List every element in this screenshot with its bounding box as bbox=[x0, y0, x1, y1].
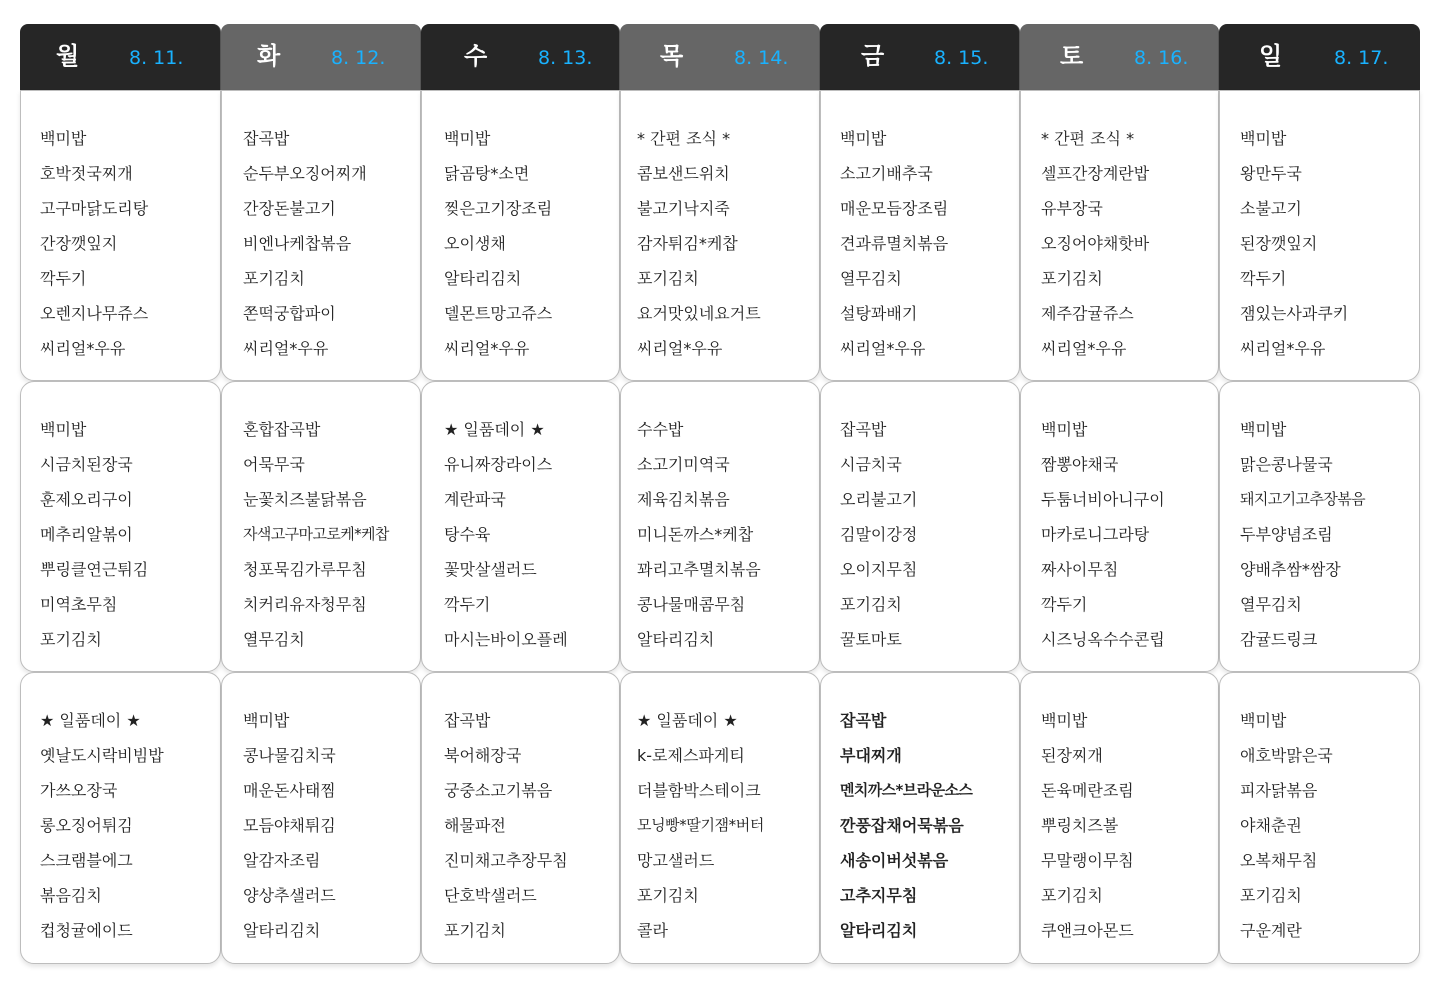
menu-item: 메추리알볶이 bbox=[40, 525, 133, 544]
menu-item: 잡곡밥 bbox=[444, 711, 491, 730]
menu-item: 옛날도시락비빔밥 bbox=[40, 746, 164, 765]
menu-cell-sun-breakfast bbox=[1219, 90, 1420, 381]
menu-item: 감귤드링크 bbox=[1240, 630, 1318, 649]
day-date: 8. 13. bbox=[538, 47, 593, 69]
menu-item: 깍두기 bbox=[40, 269, 87, 288]
menu-list bbox=[637, 121, 761, 366]
menu-item: 포기김치 bbox=[1240, 886, 1302, 905]
menu-cell-thu-breakfast bbox=[620, 90, 820, 381]
menu-item: 백미밥 bbox=[243, 711, 290, 730]
menu-item: 알타리김치 bbox=[243, 921, 321, 940]
menu-item: 유니짜장라이스 bbox=[444, 455, 553, 474]
menu-item: 해물파전 bbox=[444, 816, 506, 835]
menu-item: 구운계란 bbox=[1240, 921, 1302, 940]
menu-list bbox=[840, 121, 948, 366]
menu-item: 피자닭볶음 bbox=[1240, 781, 1318, 800]
menu-item: 감자튀김*케찹 bbox=[637, 234, 738, 253]
menu-item: 수수밥 bbox=[637, 420, 684, 439]
menu-item: 스크램블에그 bbox=[40, 851, 133, 870]
menu-item: 양배추쌈*쌈장 bbox=[1240, 560, 1341, 579]
menu-item: 모닝빵*딸기잼*버터 bbox=[637, 816, 764, 834]
menu-item: 야채춘권 bbox=[1240, 816, 1302, 835]
menu-item: 김말이강정 bbox=[840, 525, 918, 544]
menu-item: 뿌링클연근튀김 bbox=[40, 560, 149, 579]
menu-item: 오렌지나무쥬스 bbox=[40, 304, 149, 323]
menu-item: 오징어야채핫바 bbox=[1041, 234, 1150, 253]
menu-list bbox=[1240, 703, 1333, 948]
day-name: 수 bbox=[464, 42, 488, 70]
menu-item: 포기김치 bbox=[444, 921, 506, 940]
menu-list bbox=[840, 703, 972, 948]
meal-row-breakfast bbox=[20, 90, 1420, 381]
menu-cell-fri-dinner bbox=[820, 672, 1020, 964]
menu-list bbox=[40, 703, 164, 948]
menu-item: 씨리얼*우유 bbox=[40, 339, 126, 358]
menu-item: 백미밥 bbox=[444, 129, 491, 148]
menu-item: 백미밥 bbox=[840, 129, 887, 148]
menu-item: 씨리얼*우유 bbox=[243, 339, 329, 358]
menu-item: 백미밥 bbox=[1240, 420, 1287, 439]
menu-item: 백미밥 bbox=[1041, 420, 1088, 439]
menu-item: 매운모듬장조림 bbox=[840, 199, 949, 218]
day-name: 화 bbox=[257, 42, 281, 70]
menu-item: 잡곡밥 bbox=[840, 711, 887, 730]
menu-item: 꿀토마토 bbox=[840, 630, 902, 649]
menu-item: 매운돈사태찜 bbox=[243, 781, 336, 800]
menu-item: 씨리얼*우유 bbox=[444, 339, 530, 358]
menu-item: 포기김치 bbox=[637, 269, 699, 288]
menu-item: 청포묵김가루무침 bbox=[243, 560, 367, 579]
menu-item: 어묵무국 bbox=[243, 455, 305, 474]
meal-row-dinner bbox=[20, 672, 1420, 964]
day-name: 금 bbox=[861, 42, 885, 70]
menu-item: 포기김치 bbox=[40, 630, 102, 649]
menu-item: 유부장국 bbox=[1041, 199, 1103, 218]
menu-item: 오이생채 bbox=[444, 234, 506, 253]
menu-list bbox=[40, 412, 148, 657]
menu-list bbox=[243, 703, 336, 948]
day-header-wed bbox=[421, 24, 620, 90]
menu-cell-tue-breakfast bbox=[221, 90, 421, 381]
menu-item: 맑은콩나물국 bbox=[1240, 455, 1333, 474]
menu-item: 단호박샐러드 bbox=[444, 886, 537, 905]
menu-item: 소불고기 bbox=[1240, 199, 1302, 218]
menu-item: 포기김치 bbox=[1041, 269, 1103, 288]
menu-item: 제주감귤쥬스 bbox=[1041, 304, 1134, 323]
menu-cell-wed-breakfast bbox=[421, 90, 620, 381]
menu-item: 열무김치 bbox=[840, 269, 902, 288]
menu-item: 씨리얼*우유 bbox=[1240, 339, 1326, 358]
weekly-menu-board bbox=[20, 24, 1420, 964]
menu-item: 꽈리고추멸치볶음 bbox=[637, 560, 761, 579]
menu-item: 씨리얼*우유 bbox=[840, 339, 926, 358]
menu-item: 모듬야채튀김 bbox=[243, 816, 336, 835]
menu-item: 알타리김치 bbox=[637, 630, 715, 649]
day-date: 8. 12. bbox=[331, 47, 386, 69]
menu-item: 백미밥 bbox=[1240, 129, 1287, 148]
menu-list bbox=[243, 412, 389, 657]
day-date: 8. 17. bbox=[1334, 47, 1389, 69]
menu-item: 멘치까스*브라운소스 bbox=[840, 781, 973, 799]
menu-list bbox=[840, 412, 917, 657]
menu-item: 씨리얼*우유 bbox=[1041, 339, 1127, 358]
menu-item: 망고샐러드 bbox=[637, 851, 715, 870]
day-header-tue bbox=[221, 24, 421, 90]
menu-item: 소고기배추국 bbox=[840, 164, 933, 183]
menu-item: 뿌링치즈볼 bbox=[1041, 816, 1119, 835]
day-date: 8. 11. bbox=[129, 47, 184, 69]
menu-item: 순두부오징어찌개 bbox=[243, 164, 367, 183]
menu-item: 잡곡밥 bbox=[840, 420, 887, 439]
menu-item: 새송이버섯볶음 bbox=[840, 851, 949, 870]
menu-item: 포기김치 bbox=[243, 269, 305, 288]
menu-cell-wed-lunch bbox=[421, 381, 620, 672]
menu-cell-mon-breakfast bbox=[20, 90, 221, 381]
menu-item: 오이지무침 bbox=[840, 560, 918, 579]
menu-cell-thu-dinner bbox=[620, 672, 820, 964]
menu-item: 쫀떡궁합파이 bbox=[243, 304, 336, 323]
menu-item: 깐풍잡채어묵볶음 bbox=[840, 816, 964, 835]
meal-row-lunch bbox=[20, 381, 1420, 672]
menu-item: 궁중소고기볶음 bbox=[444, 781, 553, 800]
menu-item: 델몬트망고쥬스 bbox=[444, 304, 553, 323]
menu-item: 시금치된장국 bbox=[40, 455, 133, 474]
day-header-sat bbox=[1020, 24, 1219, 90]
menu-list bbox=[637, 412, 761, 657]
menu-item: ★ 일품데이 ★ bbox=[444, 420, 545, 439]
day-date: 8. 14. bbox=[734, 47, 789, 69]
menu-item: 백미밥 bbox=[1041, 711, 1088, 730]
menu-cell-fri-breakfast bbox=[820, 90, 1020, 381]
menu-item: 깍두기 bbox=[444, 595, 491, 614]
menu-item: 혼합잡곡밥 bbox=[243, 420, 321, 439]
menu-item: 탕수육 bbox=[444, 525, 491, 544]
menu-item: 왕만두국 bbox=[1240, 164, 1302, 183]
menu-item: 눈꽃치즈불닭볶음 bbox=[243, 490, 367, 509]
menu-item: 콜라 bbox=[637, 921, 668, 940]
menu-list bbox=[1240, 121, 1348, 366]
menu-item: 마카로니그라탕 bbox=[1041, 525, 1150, 544]
menu-list bbox=[1041, 412, 1165, 657]
menu-item: 컵청귤에이드 bbox=[40, 921, 133, 940]
menu-list bbox=[1041, 121, 1149, 366]
day-name: 목 bbox=[660, 42, 684, 70]
menu-list bbox=[637, 703, 764, 948]
menu-item: 알감자조림 bbox=[243, 851, 321, 870]
menu-item: 잡곡밥 bbox=[243, 129, 290, 148]
menu-item: 소고기미역국 bbox=[637, 455, 730, 474]
day-name: 월 bbox=[56, 42, 80, 70]
menu-item: 콩나물김치국 bbox=[243, 746, 336, 765]
menu-item: 볶음김치 bbox=[40, 886, 102, 905]
menu-item: 치커리유자청무침 bbox=[243, 595, 367, 614]
menu-item: 짜사이무침 bbox=[1041, 560, 1119, 579]
menu-item: 돈육메란조림 bbox=[1041, 781, 1134, 800]
menu-item: 잼있는사과쿠키 bbox=[1240, 304, 1349, 323]
menu-item: 콩나물매콤무침 bbox=[637, 595, 746, 614]
menu-item: 시금치국 bbox=[840, 455, 902, 474]
menu-cell-mon-dinner bbox=[20, 672, 221, 964]
menu-cell-fri-lunch bbox=[820, 381, 1020, 672]
menu-item: 열무김치 bbox=[243, 630, 305, 649]
menu-item: 미역초무침 bbox=[40, 595, 118, 614]
menu-item: 포기김치 bbox=[840, 595, 902, 614]
menu-item: 찢은고기장조림 bbox=[444, 199, 553, 218]
menu-item: 셀프간장계란밥 bbox=[1041, 164, 1150, 183]
menu-item: 깍두기 bbox=[1240, 269, 1287, 288]
menu-item: 북어해장국 bbox=[444, 746, 522, 765]
menu-item: 간장깻잎지 bbox=[40, 234, 118, 253]
menu-item: 가쓰오장국 bbox=[40, 781, 118, 800]
menu-item: 시즈닝옥수수콘립 bbox=[1041, 630, 1165, 649]
menu-item: 오복채무침 bbox=[1240, 851, 1318, 870]
day-header-row bbox=[20, 24, 1420, 90]
menu-item: 무말랭이무침 bbox=[1041, 851, 1134, 870]
menu-cell-tue-dinner bbox=[221, 672, 421, 964]
menu-item: 백미밥 bbox=[1240, 711, 1287, 730]
menu-item: ★ 일품데이 ★ bbox=[637, 711, 738, 730]
menu-item: 간장돈불고기 bbox=[243, 199, 336, 218]
menu-item: 오리불고기 bbox=[840, 490, 918, 509]
menu-list bbox=[1041, 703, 1134, 948]
menu-item: 요거맛있네요거트 bbox=[637, 304, 761, 323]
menu-cell-thu-lunch bbox=[620, 381, 820, 672]
menu-list bbox=[1240, 412, 1365, 657]
menu-item: 포기김치 bbox=[637, 886, 699, 905]
menu-list bbox=[444, 703, 568, 948]
menu-cell-tue-lunch bbox=[221, 381, 421, 672]
menu-list bbox=[444, 412, 568, 657]
day-header-sun bbox=[1219, 24, 1420, 90]
menu-item: 양상추샐러드 bbox=[243, 886, 336, 905]
menu-item: 자색고구마고로케*케찹 bbox=[243, 525, 389, 543]
menu-item: 알타리김치 bbox=[840, 921, 918, 940]
menu-item: * 간편 조식 * bbox=[1041, 129, 1135, 148]
menu-item: 비엔나케찹볶음 bbox=[243, 234, 352, 253]
menu-item: 계란파국 bbox=[444, 490, 506, 509]
menu-item: 고추지무침 bbox=[840, 886, 918, 905]
menu-cell-sun-lunch bbox=[1219, 381, 1420, 672]
day-header-mon bbox=[20, 24, 221, 90]
menu-item: ★ 일품데이 ★ bbox=[40, 711, 141, 730]
menu-item: 씨리얼*우유 bbox=[637, 339, 723, 358]
menu-item: 된장깻잎지 bbox=[1240, 234, 1318, 253]
menu-item: 쿠앤크아몬드 bbox=[1041, 921, 1134, 940]
menu-item: 꽃맛살샐러드 bbox=[444, 560, 537, 579]
menu-item: 깍두기 bbox=[1041, 595, 1088, 614]
menu-list bbox=[444, 121, 552, 366]
day-date: 8. 15. bbox=[934, 47, 989, 69]
menu-cell-wed-dinner bbox=[421, 672, 620, 964]
menu-item: 알타리김치 bbox=[444, 269, 522, 288]
day-header-fri bbox=[820, 24, 1020, 90]
menu-item: 돼지고기고추장볶음 bbox=[1240, 490, 1366, 508]
menu-item: 견과류멸치볶음 bbox=[840, 234, 949, 253]
menu-list bbox=[40, 121, 148, 366]
menu-item: 진미채고추장무침 bbox=[444, 851, 568, 870]
menu-item: 호박젓국찌개 bbox=[40, 164, 133, 183]
menu-item: 백미밥 bbox=[40, 420, 87, 439]
menu-item: 백미밥 bbox=[40, 129, 87, 148]
menu-item: 미니돈까스*케찹 bbox=[637, 525, 754, 544]
menu-item: * 간편 조식 * bbox=[637, 129, 731, 148]
day-date: 8. 16. bbox=[1134, 47, 1189, 69]
menu-item: 애호박맑은국 bbox=[1240, 746, 1333, 765]
menu-item: 부대찌개 bbox=[840, 746, 902, 765]
menu-cell-sat-lunch bbox=[1020, 381, 1219, 672]
menu-item: 고구마닭도리탕 bbox=[40, 199, 149, 218]
menu-item: 열무김치 bbox=[1240, 595, 1302, 614]
menu-item: k-로제스파게티 bbox=[637, 746, 745, 765]
menu-cell-sun-dinner bbox=[1219, 672, 1420, 964]
menu-item: 마시는바이오플레 bbox=[444, 630, 568, 649]
menu-item: 설탕꽈배기 bbox=[840, 304, 918, 323]
day-header-thu bbox=[620, 24, 820, 90]
menu-item: 닭곰탕*소면 bbox=[444, 164, 530, 183]
menu-cell-sat-dinner bbox=[1020, 672, 1219, 964]
menu-cell-sat-breakfast bbox=[1020, 90, 1219, 381]
menu-item: 롱오징어튀김 bbox=[40, 816, 133, 835]
menu-item: 제육김치볶음 bbox=[637, 490, 730, 509]
menu-item: 두툼너비아니구이 bbox=[1041, 490, 1165, 509]
menu-item: 불고기낙지죽 bbox=[637, 199, 730, 218]
menu-item: 훈제오리구이 bbox=[40, 490, 133, 509]
menu-item: 된장찌개 bbox=[1041, 746, 1103, 765]
menu-item: 더블함박스테이크 bbox=[637, 781, 761, 800]
menu-item: 포기김치 bbox=[1041, 886, 1103, 905]
menu-cell-mon-lunch bbox=[20, 381, 221, 672]
menu-item: 콤보샌드위치 bbox=[637, 164, 730, 183]
menu-item: 두부양념조림 bbox=[1240, 525, 1333, 544]
day-name: 일 bbox=[1259, 42, 1283, 70]
menu-item: 짬뽕야채국 bbox=[1041, 455, 1119, 474]
day-name: 토 bbox=[1060, 42, 1084, 70]
menu-list bbox=[243, 121, 367, 366]
